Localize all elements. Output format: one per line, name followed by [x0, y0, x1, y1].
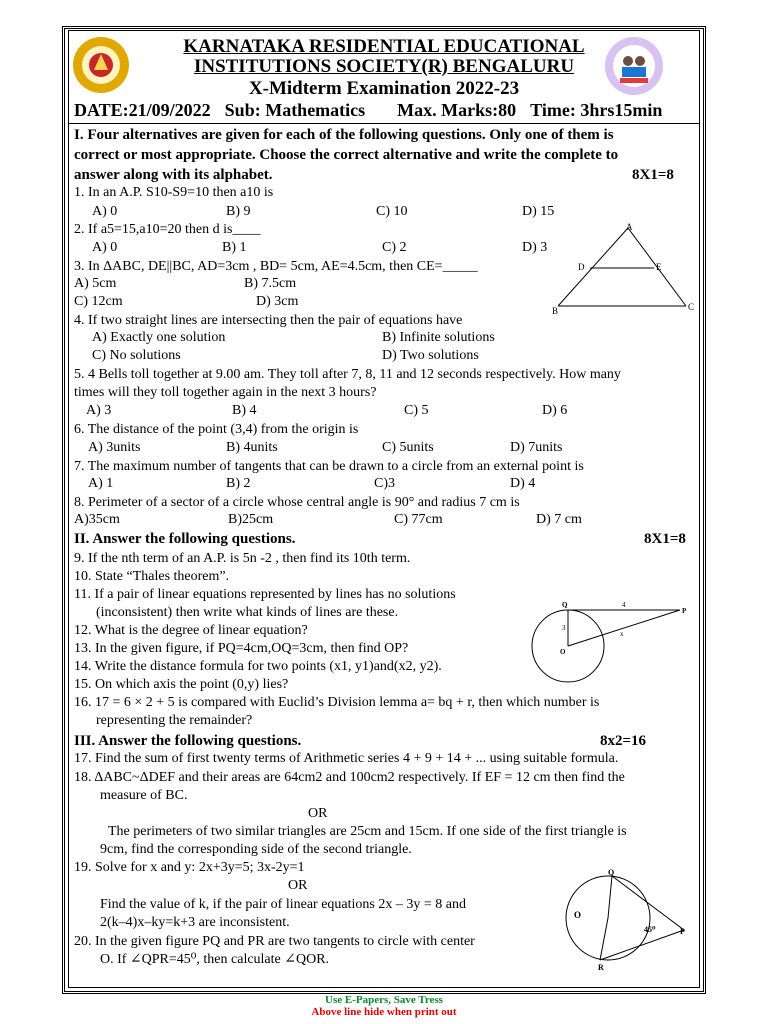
question-7: 7. The maximum number of tangents that can be drawn to a circle from an external point is [74, 459, 584, 474]
section1-instructions-1: I. Four alternatives are given for each of the following questions. Only one of them is [74, 127, 614, 143]
section1-instructions-3: answer along with its alphabet. [74, 167, 273, 183]
question-8: 8. Perimeter of a sector of a circle whose central angle is 90° and radius 7 cm is [74, 495, 520, 510]
q8-option-a: A)35cm [74, 512, 120, 527]
question-3: 3. In ΔABC, DE||BC, AD=3cm , BD= 5cm, AE=4.5cm, then CE=_____ [74, 259, 478, 274]
question-16-line1: 16. 17 = 6 × 2 + 5 is compared with Euclid’s Division lemma a= bq + r, then which number is [74, 695, 600, 710]
side-op-label: x [620, 630, 624, 638]
vertex-d: D [578, 262, 585, 272]
q2-option-a: A) 0 [92, 240, 118, 255]
or-label-1: OR [308, 806, 328, 821]
question-1: 1. In an A.P. S10-S9=10 then a10 is [74, 185, 274, 200]
question-19: 19. Solve for x and y: 2x+3y=5; 3x-2y=1 [74, 860, 305, 875]
q4-option-b: B) Infinite solutions [382, 330, 495, 345]
q1-option-b: B) 9 [226, 204, 251, 219]
point-q: Q [562, 601, 568, 609]
question-17: 17. Find the sum of first twenty terms of Arithmetic series 4 + 9 + 14 + ... using suitable formula. [74, 751, 619, 766]
section3-title: III. Answer the following questions. [74, 733, 302, 749]
exam-time: Time: 3hrs15min [530, 100, 663, 120]
section1-instructions-2: correct or most appropriate. Choose the correct alternative and write the complete to [74, 147, 619, 163]
q5-option-c: C) 5 [404, 403, 429, 418]
q6-option-a: A) 3units [88, 440, 141, 455]
question-4: 4. If two straight lines are intersecting then the pair of equations have [74, 313, 463, 328]
question-19-alt-line2: 2(k–4)x–ky=k+3 are inconsistent. [100, 915, 290, 930]
q7-option-d: D) 4 [510, 476, 536, 491]
q5-option-b: B) 4 [232, 403, 257, 418]
question-12: 12. What is the degree of linear equation? [74, 623, 308, 638]
angle-label: 45⁰ [644, 925, 656, 934]
exam-meta-line [74, 100, 700, 121]
q2-option-d: D) 3 [522, 240, 548, 255]
or-label-2: OR [288, 878, 308, 893]
vertex-c: C [688, 302, 695, 312]
question-18-line1: 18. ΔABC~ΔDEF and their areas are 64cm2 and 100cm2 respectively. If EF = 12 cm then find the [74, 770, 625, 785]
section2-title: II. Answer the following questions. [74, 531, 296, 547]
q5-option-d: D) 6 [542, 403, 568, 418]
section2-marks: 8X1=8 [644, 531, 686, 547]
point-q: Q [608, 868, 615, 877]
point-o: O [560, 648, 566, 656]
footer-print-note: Above line hide when print out [311, 1006, 457, 1018]
question-14: 14. Write the distance formula for two points (x1, y1)and(x2, y2). [74, 659, 442, 674]
q3-option-b: B) 7.5cm [244, 276, 297, 291]
q2-option-b: B) 1 [222, 240, 247, 255]
vertex-e: E [656, 262, 662, 272]
question-5-line2: times will they toll together again in the next 3 hours? [74, 385, 377, 400]
question-20-line2: O. If ∠QPR=45⁰, then calculate ∠QOR. [100, 952, 330, 967]
institution-name-line2: INSTITUTIONS SOCIETY(R) BENGALURU [193, 56, 575, 77]
q1-option-d: D) 15 [522, 204, 555, 219]
point-r: R [598, 963, 604, 972]
q4-option-a: A) Exactly one solution [92, 330, 226, 345]
q3-option-c: C) 12cm [74, 294, 123, 309]
question-2: 2. If a5=15,a10=20 then d is____ [74, 222, 261, 237]
divider [68, 123, 700, 124]
section1-marks: 8X1=8 [632, 167, 674, 183]
side-oq-label: 3 [562, 624, 566, 632]
triangle-figure [550, 220, 700, 320]
question-19-alt-line1: Find the value of k, if the pair of linear equations 2x – 3y = 8 and [100, 897, 466, 912]
q2-option-c: C) 2 [382, 240, 407, 255]
exam-title: X-Midterm Examination 2022-23 [248, 78, 520, 99]
q7-option-c: C)3 [374, 476, 395, 491]
question-13: 13. In the given figure, if PQ=4cm,OQ=3cm, then find OP? [74, 641, 409, 656]
question-18-line2: measure of BC. [100, 788, 188, 803]
question-9: 9. If the nth term of an A.P. is 5n -2 , then find its 10th term. [74, 551, 411, 566]
question-20-line1: 20. In the given figure PQ and PR are two tangents to circle with center [74, 934, 475, 949]
vertex-b: B [552, 306, 559, 316]
q6-option-c: C) 5units [382, 440, 434, 455]
question-6: 6. The distance of the point (3,4) from the origin is [74, 422, 359, 437]
q6-option-d: D) 7units [510, 440, 563, 455]
institution-name-line1: KARNATAKA RESIDENTIAL EDUCATIONAL [183, 36, 585, 57]
question-11-line2: (inconsistent) then write what kinds of lines are these. [96, 605, 399, 620]
point-p: P [682, 607, 687, 615]
question-16-line2: representing the remainder? [96, 713, 253, 728]
question-10: 10. State “Thales theorem”. [74, 569, 230, 584]
circle-tangent-figure-q13 [528, 596, 698, 692]
point-o: O [574, 910, 582, 920]
q7-option-a: A) 1 [88, 476, 114, 491]
question-15: 15. On which axis the point (0,y) lies? [74, 677, 289, 692]
question-18-alt-line2: 9cm, find the corresponding side of the second triangle. [100, 842, 412, 857]
circle-two-tangents-figure-q20 [552, 868, 698, 972]
q3-option-a: A) 5cm [74, 276, 117, 291]
vertex-a: A [626, 222, 633, 232]
exam-subject: Sub: Mathematics [224, 100, 366, 120]
q8-option-b: B)25cm [228, 512, 274, 527]
point-p: P [680, 927, 685, 936]
q7-option-b: B) 2 [226, 476, 251, 491]
q8-option-d: D) 7 cm [536, 512, 582, 527]
section3-marks: 8x2=16 [600, 733, 647, 749]
q5-option-a: A) 3 [86, 403, 112, 418]
q1-option-c: C) 10 [376, 204, 408, 219]
q4-option-d: D) Two solutions [382, 348, 479, 363]
side-pq-label: 4 [622, 601, 626, 609]
question-18-alt-line1: The perimeters of two similar triangles are 25cm and 15cm. If one side of the first triangle is [108, 824, 627, 839]
q8-option-c: C) 77cm [394, 512, 443, 527]
footer-eco-note: Use E-Papers, Save Tress [325, 994, 443, 1006]
q1-option-a: A) 0 [92, 204, 118, 219]
exam-max-marks: Max. Marks:80 [397, 100, 517, 120]
exam-date: DATE:21/09/2022 [74, 100, 211, 120]
q4-option-c: C) No solutions [92, 348, 181, 363]
question-11-line1: 11. If a pair of linear equations represented by lines has no solutions [74, 587, 456, 602]
q6-option-b: B) 4units [226, 440, 278, 455]
question-5-line1: 5. 4 Bells toll together at 9.00 am. They toll after 7, 8, 11 and 12 seconds respectively. How many [74, 367, 621, 382]
q3-option-d: D) 3cm [256, 294, 299, 309]
